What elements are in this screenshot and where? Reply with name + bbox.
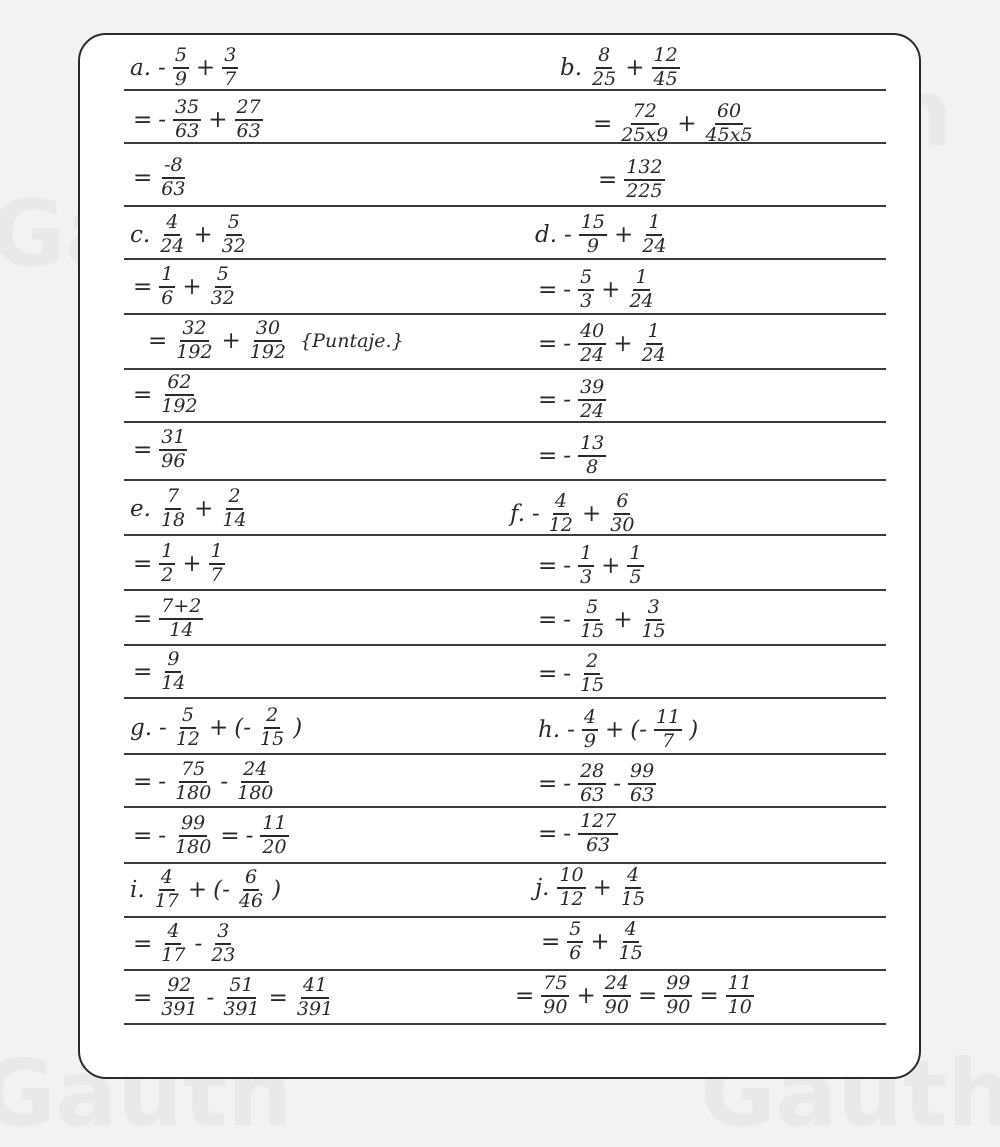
problem-d-line-4: = - $\frac{39}{24}$ xyxy=(538,376,605,422)
fraction: $\frac{5}{32}$ xyxy=(221,211,246,257)
fraction: $\frac{4}{15}$ xyxy=(620,864,646,910)
problem-f-line-1: f. - $\frac{4}{12}$ + $\frac{6}{30}$ xyxy=(510,490,635,536)
problem-a-line-3: = $\frac{-8}{63}$ xyxy=(133,154,186,200)
problem-g-line-1: g. - $\frac{5}{12}$ + (- $\frac{2}{15}$ ) xyxy=(130,704,303,750)
problem-d-line-1: d. - $\frac{15}{9}$ + $\frac{1}{24}$ xyxy=(535,211,667,257)
fraction: $\frac{11}{7}$ xyxy=(656,706,681,752)
fraction: $\frac{39}{24}$ xyxy=(580,376,605,422)
fraction: $\frac{35}{63}$ xyxy=(175,96,200,142)
fraction: $\frac{1}{24}$ xyxy=(641,320,666,366)
fraction: $\frac{8}{25}$ xyxy=(592,44,617,90)
fraction: $\frac{2}{15}$ xyxy=(580,650,605,696)
fraction: $\frac{41}{391}$ xyxy=(296,974,334,1020)
fraction: $\frac{99}{180}$ xyxy=(175,812,212,858)
problem-d-line-2: = - $\frac{5}{3}$ + $\frac{1}{24}$ xyxy=(538,266,654,312)
fraction: $\frac{127}{63}$ xyxy=(580,810,617,856)
problem-f-line-4: = - $\frac{2}{15}$ xyxy=(538,650,605,696)
problem-e-line-4: = $\frac{9}{14}$ xyxy=(133,648,186,694)
problem-j-line-1: j. $\frac{10}{12}$ + $\frac{4}{15}$ xyxy=(535,864,646,910)
fraction: $\frac{30}{192}$ xyxy=(249,317,287,363)
fraction: $\frac{40}{24}$ xyxy=(580,320,605,366)
fraction: $\frac{24}{90}$ xyxy=(604,972,629,1018)
fraction: $\frac{4}{17}$ xyxy=(161,920,186,966)
problem-d-line-5: = - $\frac{13}{8}$ xyxy=(538,432,605,478)
fraction: $\frac{4}{12}$ xyxy=(548,490,573,536)
fraction: $\frac{5}{12}$ xyxy=(175,704,201,750)
problem-h-line-2: = - $\frac{28}{63}$ - $\frac{99}{63}$ xyxy=(538,760,655,806)
fraction: $\frac{1}{6}$ xyxy=(161,263,174,309)
problem-g-line-3: = - $\frac{99}{180}$ = - $\frac{11}{20}$ xyxy=(133,812,287,858)
fraction: $\frac{15}{9}$ xyxy=(580,211,606,257)
fraction: $\frac{2}{15}$ xyxy=(260,704,285,750)
problem-g-line-2: = - $\frac{75}{180}$ - $\frac{24}{180}$ xyxy=(133,758,274,804)
fraction: $\frac{5}{6}$ xyxy=(569,918,582,964)
fraction: $\frac{92}{391}$ xyxy=(161,974,198,1020)
fraction: $\frac{9}{14}$ xyxy=(161,648,186,694)
fraction: $\frac{32}{192}$ xyxy=(176,317,213,363)
fraction: $\frac{3}{15}$ xyxy=(641,596,666,642)
problem-c-line-2: = $\frac{1}{6}$ + $\frac{5}{32}$ xyxy=(133,263,235,309)
fraction: $\frac{60}{45x5}$ xyxy=(705,100,753,146)
problem-e-line-2: = $\frac{1}{2}$ + $\frac{1}{7}$ xyxy=(133,540,223,586)
fraction: $\frac{27}{63}$ xyxy=(236,96,261,142)
problem-i-line-2: = $\frac{4}{17}$ - $\frac{3}{23}$ xyxy=(133,920,236,966)
problem-e-line-3: = $\frac{7+2}{14}$ xyxy=(133,595,202,641)
fraction: $\frac{12}{45}$ xyxy=(653,44,678,90)
fraction: $\frac{72}{25x9}$ xyxy=(621,100,669,146)
fraction: $\frac{62}{192}$ xyxy=(161,371,198,417)
fraction: $\frac{3}{7}$ xyxy=(224,44,237,90)
fraction: $\frac{1}{24}$ xyxy=(629,266,654,312)
fraction: $\frac{132}{225}$ xyxy=(626,156,663,202)
problem-d-line-3: = - $\frac{40}{24}$ + $\frac{1}{24}$ xyxy=(538,320,666,366)
problem-b-line-1: b. $\frac{8}{25}$ + $\frac{12}{45}$ xyxy=(560,44,678,90)
fraction: $\frac{75}{180}$ xyxy=(175,758,212,804)
fraction: $\frac{5}{15}$ xyxy=(580,596,605,642)
fraction: $\frac{-8}{63}$ xyxy=(161,154,186,200)
fraction: $\frac{11}{20}$ xyxy=(262,812,287,858)
fraction: $\frac{1}{7}$ xyxy=(210,540,223,586)
problem-i-line-1: i. $\frac{4}{17}$ + (- $\frac{6}{46}$ ) xyxy=(130,866,282,912)
problem-c-line-1: c. $\frac{4}{24}$ + $\frac{5}{32}$ xyxy=(130,211,246,257)
fraction: $\frac{75}{90}$ xyxy=(543,972,568,1018)
fraction: $\frac{24}{180}$ xyxy=(237,758,274,804)
problem-c-line-3: = $\frac{32}{192}$ + $\frac{30}{192}$ {Puntaje.} xyxy=(148,317,404,363)
problem-b-line-2: = $\frac{72}{25x9}$ + $\frac{60}{45x5}$ xyxy=(593,100,753,146)
fraction: $\frac{11}{10}$ xyxy=(727,972,752,1018)
fraction: $\frac{51}{391}$ xyxy=(223,974,260,1020)
problem-i-line-3: = $\frac{92}{391}$ - $\frac{51}{391}$ = $\frac{41}{391}$ xyxy=(133,974,334,1020)
problem-a-line-1: a. - $\frac{5}{9}$ + $\frac{3}{7}$ xyxy=(130,44,237,90)
fraction: $\frac{4}{15}$ xyxy=(618,918,643,964)
problem-h-line-3: = - $\frac{127}{63}$ xyxy=(538,810,617,856)
ruled-line xyxy=(124,697,886,699)
problem-c-line-4: = $\frac{62}{192}$ xyxy=(133,371,198,417)
fraction: $\frac{7+2}{14}$ xyxy=(161,595,202,641)
fraction: $\frac{99}{63}$ xyxy=(630,760,655,806)
ruled-line xyxy=(124,644,886,646)
fraction: $\frac{31}{96}$ xyxy=(161,426,186,472)
fraction: $\frac{4}{17}$ xyxy=(154,866,179,912)
fraction: $\frac{6}{30}$ xyxy=(610,490,635,536)
problem-h-line-1: h. - $\frac{4}{9}$ + (- $\frac{11}{7}$ ) xyxy=(538,706,699,752)
fraction: $\frac{1}{2}$ xyxy=(161,540,174,586)
problem-b-line-3: = $\frac{132}{225}$ xyxy=(598,156,663,202)
fraction: $\frac{13}{8}$ xyxy=(580,432,605,478)
fraction: $\frac{1}{5}$ xyxy=(629,542,642,588)
ruled-line xyxy=(124,421,886,423)
problem-e-line-1: e. $\frac{7}{18}$ + $\frac{2}{14}$ xyxy=(130,485,247,531)
problem-f-line-3: = - $\frac{5}{15}$ + $\frac{3}{15}$ xyxy=(538,596,666,642)
fraction: $\frac{10}{12}$ xyxy=(559,864,584,910)
problem-a-line-2: = - $\frac{35}{63}$ + $\frac{27}{63}$ xyxy=(133,96,261,142)
fraction: $\frac{5}{3}$ xyxy=(580,266,593,312)
fraction: $\frac{7}{18}$ xyxy=(160,485,186,531)
ruled-line xyxy=(124,589,886,591)
problem-j-line-3: = $\frac{75}{90}$ + $\frac{24}{90}$ = $\frac{99}{90}$ = $\frac{11}{10}$ xyxy=(515,972,752,1018)
fraction: $\frac{1}{3}$ xyxy=(580,542,593,588)
fraction: $\frac{5}{9}$ xyxy=(174,44,187,90)
problem-f-line-2: = - $\frac{1}{3}$ + $\frac{1}{5}$ xyxy=(538,542,642,588)
fraction: $\frac{99}{90}$ xyxy=(666,972,691,1018)
fraction: $\frac{6}{46}$ xyxy=(238,866,264,912)
fraction: $\frac{4}{24}$ xyxy=(160,211,185,257)
fraction: $\frac{5}{32}$ xyxy=(210,263,235,309)
fraction: $\frac{4}{9}$ xyxy=(583,706,596,752)
problem-j-line-2: = $\frac{5}{6}$ + $\frac{4}{15}$ xyxy=(541,918,643,964)
fraction: $\frac{3}{23}$ xyxy=(211,920,236,966)
fraction: $\frac{28}{63}$ xyxy=(580,760,605,806)
problem-c-line-5: = $\frac{31}{96}$ xyxy=(133,426,186,472)
fraction: $\frac{2}{14}$ xyxy=(222,485,247,531)
fraction: $\frac{1}{24}$ xyxy=(642,211,667,257)
grading-note: {Puntaje.} xyxy=(300,330,404,352)
